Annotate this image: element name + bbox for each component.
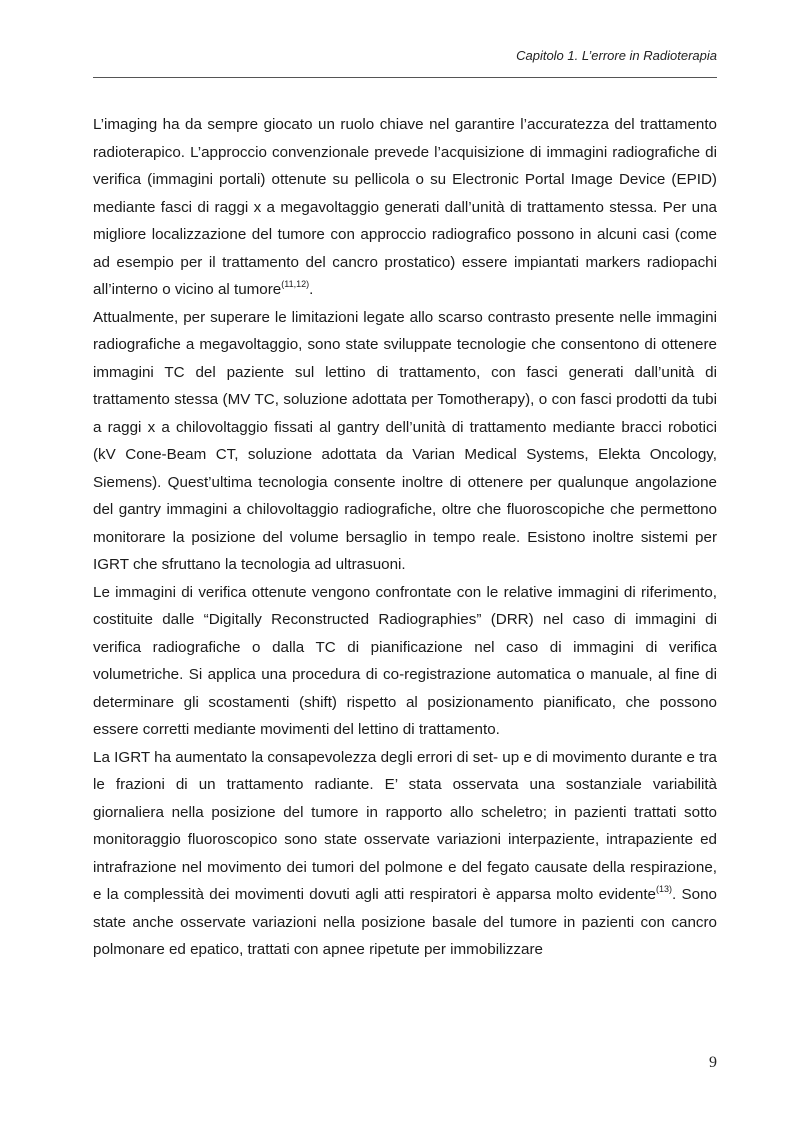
page-number: 9 — [709, 1054, 717, 1071]
paragraph-verification — [93, 579, 717, 744]
paragraph-text: Le immagini di verifica ottenute vengono confrontate con le relative immagini di riferimento, costituite dalle “Digitally Reconstructed Radiographies” (DRR) nel caso di immagini di verifica radiografiche o dalla TC di pianificazione nel caso di immagini di verifica volumetriche. Si applica una procedura di co-registrazione automatica o manuale, al fine di determinare gli scostamenti (shift) rispetto al posizionamento pianificato, che possono essere corretti mediante movimenti del lettino di trattamento. — [93, 583, 717, 738]
running-header: Capitolo 1. L’errore in Radioterapia — [516, 48, 717, 63]
citation-ref: (13) — [656, 883, 673, 894]
paragraph-imaging — [93, 111, 717, 304]
header-rule — [93, 77, 717, 78]
body-text — [93, 111, 717, 964]
paragraph-text-tail: . Sono state anche osservate variazioni nella posizione basale del tumore in pazienti con cancro polmonare ed epatico, trattati con apnee ripetute per immobilizzare — [93, 886, 717, 958]
paragraph-text: La IGRT ha aumentato la consapevolezza degli errori di set- up e di movimento durante e tra le frazioni di un trattamento radiante. E’ stata osservata una sostanziale variabilità giornaliera nella posizione del tumore in rapporto allo scheletro; in pazienti trattati sotto monitoraggio fluoroscopico sono state osservate variazioni interpaziente, intrapaziente ed intrafrazione nel movimento dei tumori del polmone e del fegato causate della respirazione, e la complessità dei movimenti dovuti agli atti respiratori è apparsa molto evidente — [93, 748, 717, 903]
paragraph-technologies — [93, 304, 717, 579]
paragraph-text: L’imaging ha da sempre giocato un ruolo chiave nel garantire l’accuratezza del trattamento radioterapico. L’approccio convenzionale prevede l’acquisizione di immagini radiografiche di verifica (immagini portali) ottenute su pellicola o su Electronic Portal Image Device (EPID) mediante fasci di raggi x a megavoltaggio generati dall’unità di trattamento stessa. Per una migliore localizzazione del tumore con approccio radiografico possono in alcuni casi (come ad esempio per il trattamento del cancro prostatico) essere impiantati markers radiopachi all’interno o vicino al tumore — [93, 116, 717, 298]
paragraph-text-tail: . — [309, 281, 314, 298]
paragraph-text: Attualmente, per superare le limitazioni legate allo scarso contrasto presente nelle immagini radiografiche a megavoltaggio, sono state sviluppate tecnologie che consentono di ottenere immagini TC del paziente sul lettino di trattamento, con fasci generati dall’unità di trattamento stessa (MV TC, soluzione adottata per Tomotherapy), o con fasci prodotti da tubi a raggi x a chilovoltaggio fissati al gantry dell’unità di trattamento mediante bracci robotici (kV Cone-Beam CT, soluzione adottata da Varian Medical Systems, Elekta Oncology, Siemens). Quest’ultima tecnologia consente inoltre di ottenere per qualunque angolazione del gantry immagini a chilovoltaggio radiografiche, oltre che fluoroscopiche che permettono monitorare la posizione del volume bersaglio in tempo reale. Esistono inoltre sistemi per IGRT che sfruttano la tecnologia ad ultrasuoni. — [93, 308, 717, 573]
citation-ref: (11,12) — [281, 278, 310, 289]
paragraph-igrt — [93, 744, 717, 964]
